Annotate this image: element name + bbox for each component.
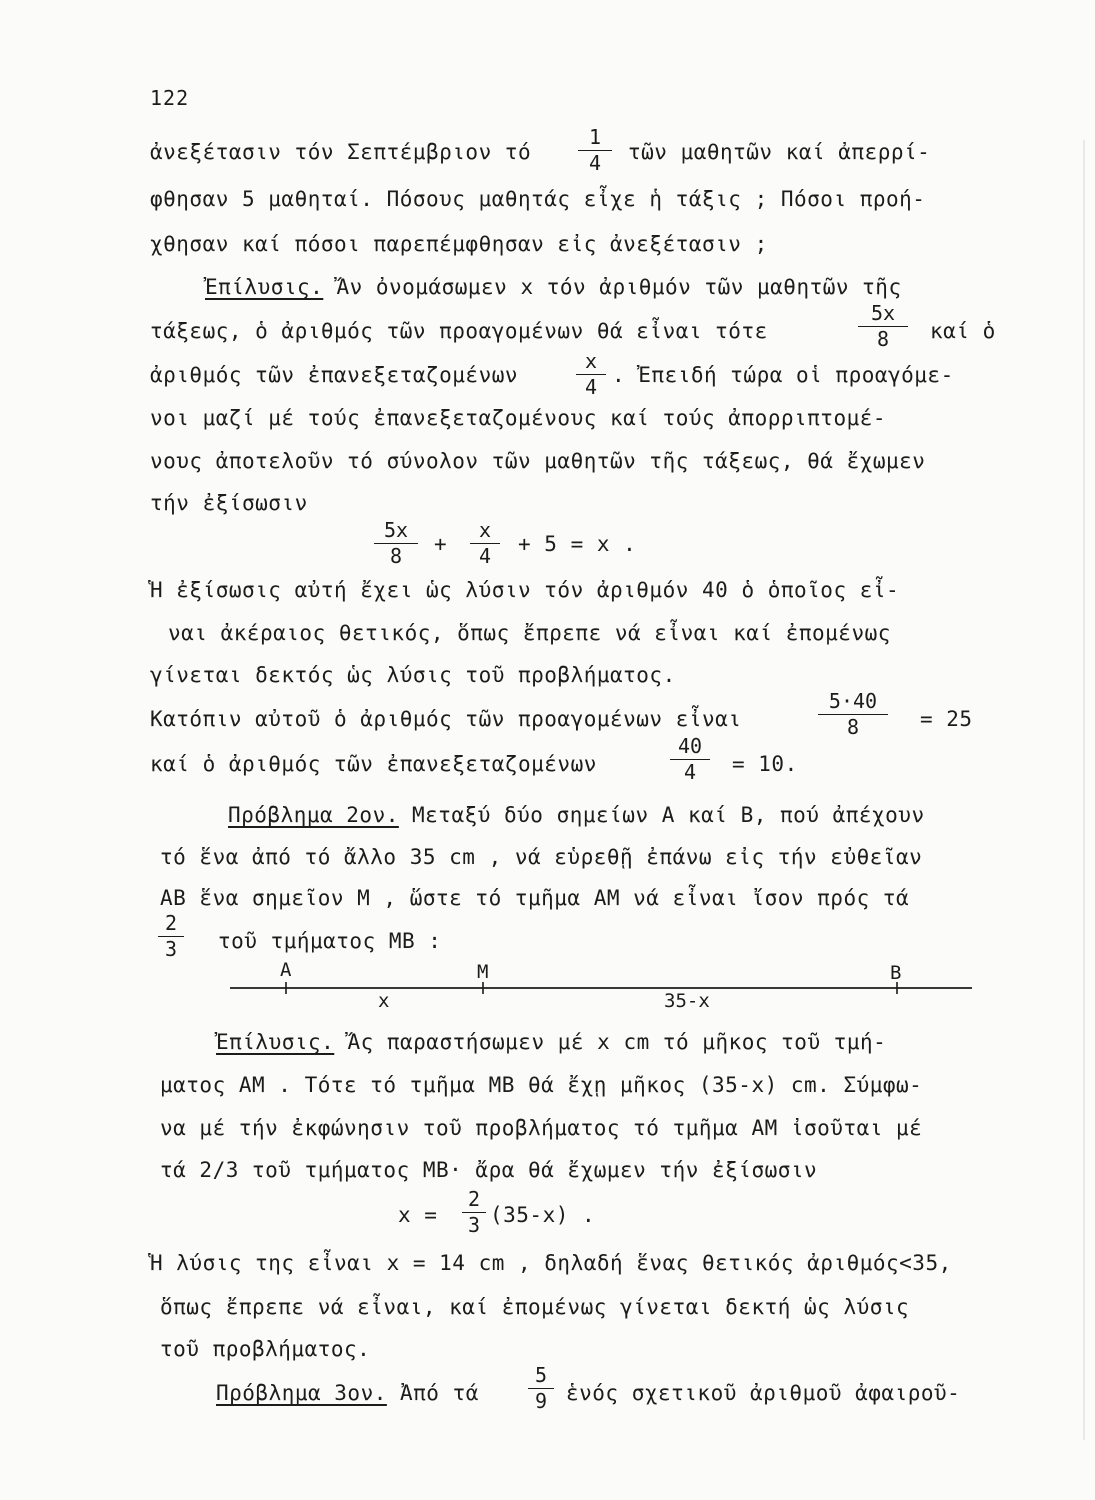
text-line: = 10.	[732, 752, 798, 776]
problem-2-heading: Πρόβλημα 2ον.	[228, 803, 399, 827]
eq2-left: x =	[398, 1203, 438, 1227]
solution-2-heading: Ἐπίλυσις.	[216, 1030, 335, 1054]
point-b-label: B	[890, 962, 902, 984]
segment-mb-label: 35-x	[664, 990, 710, 1012]
text-line: ναι ἀκέραιος θετικός, ὅπως ἔπρεπε νά εἶναι καί ἐπομένως	[168, 621, 891, 645]
problem-3-heading: Πρόβλημα 3ον.	[216, 1381, 387, 1405]
text-line: τά 2/3 τοῦ τμήματος ΜΒ· ἄρα θά ἔχωμεν τήν ἐξίσωσιν	[160, 1158, 818, 1182]
text-line: τοῦ προβλήματος.	[160, 1337, 371, 1361]
text-line: ἑνός σχετικοῦ ἀριθμοῦ ἀφαιροῦ-	[566, 1381, 961, 1405]
text-line: καί ὁ ἀριθμός τῶν ἐπανεξεταζομένων	[150, 752, 597, 776]
text-line: τό ἕνα ἀπό τό ἄλλο 35 cm , νά εὑρεθῇ ἐπάνω εἰς τήν εὐθεῖαν	[160, 845, 923, 869]
fraction-1-4: $\frac{1}{4}$	[578, 126, 612, 174]
text-line: καί ὁ	[930, 319, 996, 343]
text-line: ματος ΑΜ . Τότε τό τμῆμα ΜΒ θά ἔχῃ μῆκος (35-x) cm. Σύμφω-	[160, 1073, 923, 1097]
text-line: φθησαν 5 μαθηταί. Πόσους μαθητάς εἶχε ἡ τάξις ; Πόσοι προή-	[150, 187, 926, 211]
text-line: Πρόβλημα 3ον. Ἀπό τά	[216, 1381, 479, 1405]
fraction-x-4: $\frac{x}{4}$	[576, 350, 606, 398]
solution-heading: Ἐπίλυσις.	[205, 275, 324, 299]
text-line: ὅπως ἔπρεπε νά εἶναι, καί ἐπομένως γίνεται δεκτή ὡς λύσις	[160, 1295, 910, 1319]
page-number: 122	[150, 86, 190, 110]
fraction-5-9: $\frac{5}{9}$	[528, 1364, 554, 1412]
point-a-label: A	[280, 959, 292, 981]
text-line: Ἐπίλυσις. Ἄν ὀνομάσωμεν x τόν ἀριθμόν τῶν μαθητῶν τῆς	[205, 275, 902, 299]
text-line: τήν ἐξίσωσιν	[150, 491, 308, 515]
text-line: . Ἐπειδή τώρα οἱ προαγόμε-	[612, 363, 954, 387]
eq2-right: (35-x) .	[490, 1203, 596, 1227]
fraction-2-3: $\frac{2}{3}$	[158, 912, 184, 960]
text-line: γίνεται δεκτός ὡς λύσις τοῦ προβλήματος.	[150, 663, 676, 687]
point-m-label: M	[477, 961, 489, 983]
eq1-fraction-5x-8: $\frac{5x}{8}$	[374, 519, 418, 567]
text-line: νοι μαζί μέ τούς ἐπανεξεταζομένους καί τούς ἀπορριπτομέ-	[150, 406, 887, 430]
text-line: να μέ τήν ἐκφώνησιν τοῦ προβλήματος τό τμῆμα ΑΜ ἰσοῦται μέ	[160, 1116, 923, 1140]
text-line: τάξεως, ὁ ἀριθμός τῶν προαγομένων θά εἶναι τότε	[150, 319, 768, 343]
text-line: χθησαν καί πόσοι παρεπέμφθησαν εἰς ἀνεξέτασιν ;	[150, 232, 768, 256]
text-line: τῶν μαθητῶν καί ἀπερρί-	[628, 140, 931, 164]
text-line: Ἐπίλυσις. Ἄς παραστήσωμεν μέ x cm τό μῆκος τοῦ τμή-	[216, 1030, 887, 1054]
text-line: ἀριθμός τῶν ἐπανεξεταζομένων	[150, 363, 519, 387]
text-line: τοῦ τμήματος ΜΒ :	[218, 929, 442, 953]
text-line: ΑΒ ἕνα σημεῖον Μ , ὥστε τό τμῆμα ΑΜ νά εἶναι ἴσον πρός τά	[160, 886, 910, 910]
text-line: = 25	[920, 707, 973, 731]
text-line: νους ἀποτελοῦν τό σύνολον τῶν μαθητῶν τῆς τάξεως, θά ἔχωμεν	[150, 449, 926, 473]
segment-am-label: x	[378, 990, 390, 1012]
text-line: Πρόβλημα 2ον. Μεταξύ δύο σημείων Α καί Β, πού ἀπέχουν	[228, 803, 925, 827]
eq1-rest: + 5 = x .	[518, 532, 637, 556]
text-line: Κατόπιν αὐτοῦ ὁ ἀριθμός τῶν προαγομένων εἶναι	[150, 707, 742, 731]
fraction-5-40-8: $\frac{5\cdot 40}{8}$	[818, 690, 888, 738]
eq2-fraction-2-3: $\frac{2}{3}$	[462, 1188, 486, 1236]
fraction-5x-8: $\frac{5x}{8}$	[858, 302, 908, 350]
text-line: Ἡ λύσις της εἶναι x = 14 cm , δηλαδή ἕνας θετικός ἀριθμός<35,	[150, 1251, 952, 1275]
text-line: Ἡ ἐξίσωσις αὐτή ἔχει ὡς λύσιν τόν ἀριθμόν 40 ὁ ὁποῖος εἶ-	[150, 578, 900, 602]
eq1-fraction-x-4: $\frac{x}{4}$	[470, 519, 500, 567]
eq1-plus: +	[434, 532, 448, 556]
text-line: ἀνεξέτασιν τόν Σεπτέμβριον τό	[150, 140, 532, 164]
fraction-40-4: $\frac{40}{4}$	[670, 735, 710, 783]
